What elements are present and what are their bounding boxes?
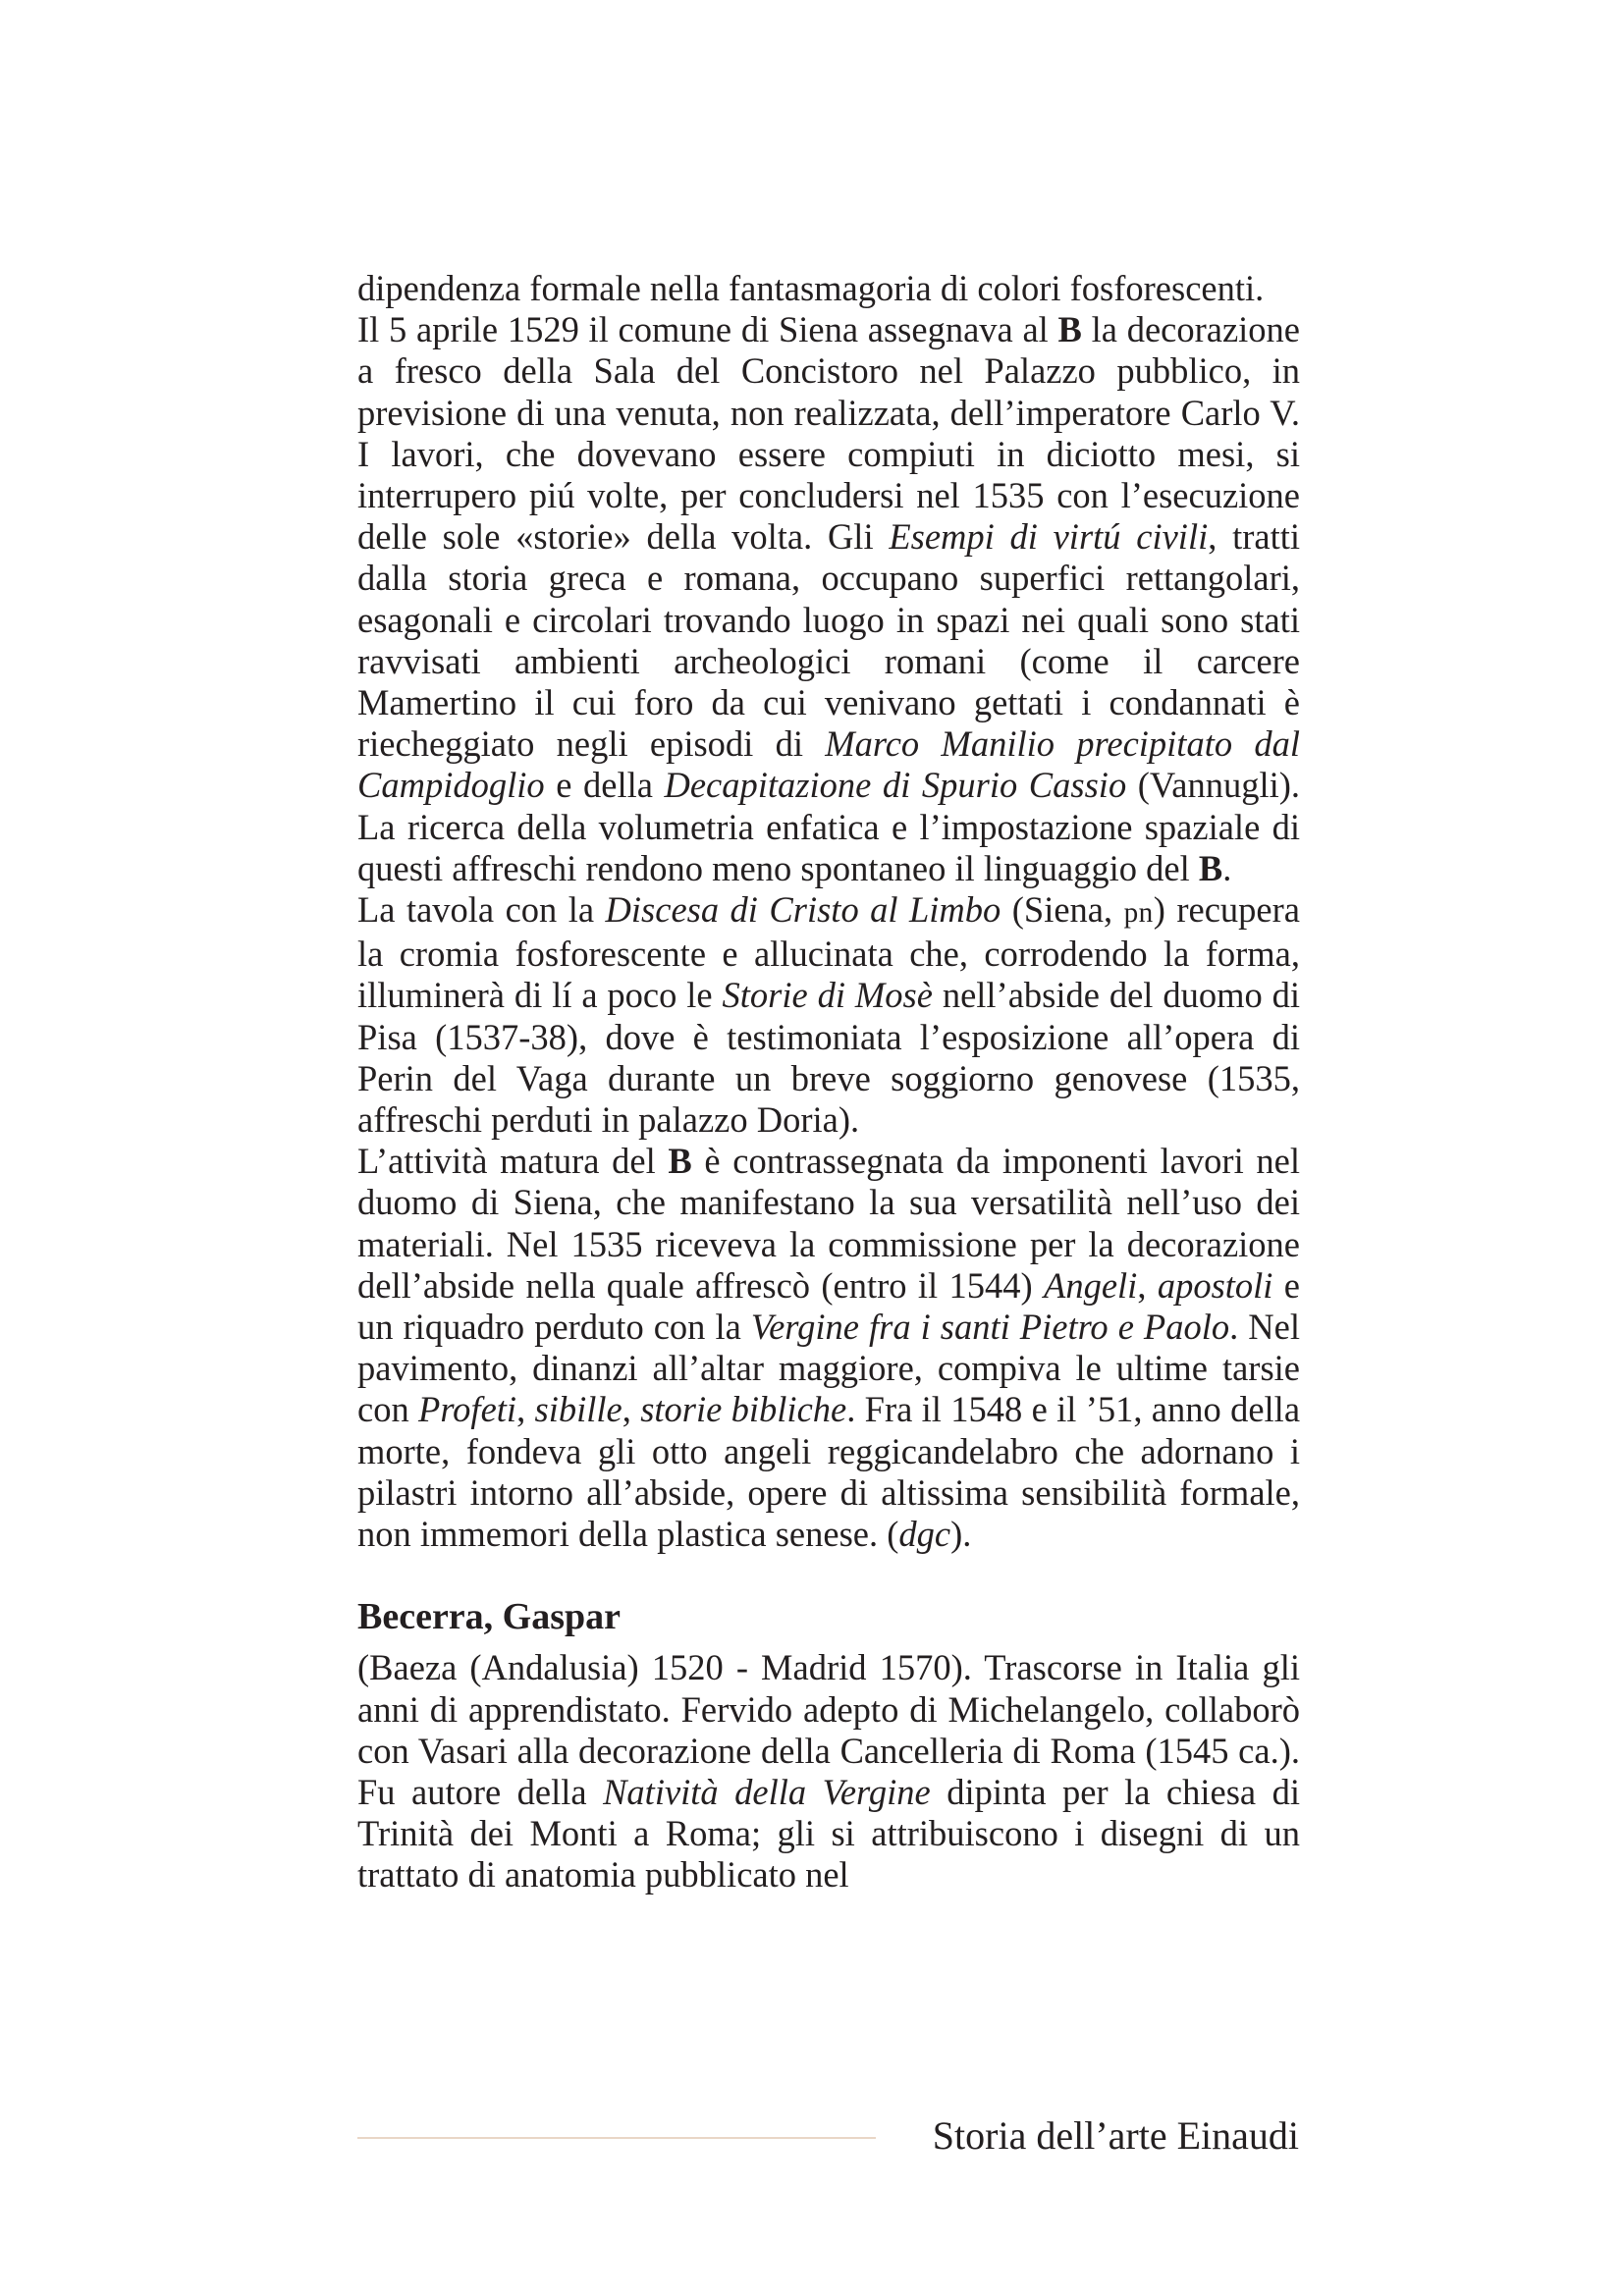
text-run: ). — [950, 1514, 972, 1555]
paragraph — [357, 889, 1300, 1141]
text-run: e della — [544, 765, 665, 806]
text-run: la decorazione a fresco della Sala del Concistoro nel Palazzo pubblico, in previsione di una venuta, non realizzata, dell’imperatore Carlo V. I lavori, che dovevano essere compiuti in diciotto mesi, si interrupero piú volte, per concludersi nel 1535 con l’esecuzione delle sole «storie» della volta. Gli — [357, 309, 1301, 558]
bold-run: B — [1198, 847, 1223, 888]
bold-run: B — [1057, 309, 1082, 350]
entry-paragraph — [357, 1647, 1300, 1896]
text-run: (Vannugli). La ricerca della volumetria enfatica e l’impostazione spaziale di questi affreschi rendono meno spontaneo il linguaggio del — [357, 765, 1301, 888]
text-run: (Siena, — [1001, 889, 1124, 931]
italic-run: Esempi di virtú civili — [889, 516, 1209, 558]
paragraph — [357, 309, 1300, 889]
italic-run: Discesa di Cristo al Limbo — [605, 889, 1001, 931]
paragraph — [357, 1141, 1300, 1555]
text-run: La tavola con la — [357, 889, 606, 931]
italic-run: Storie di Mosè — [722, 975, 933, 1016]
italic-run: storie bibliche — [640, 1389, 847, 1430]
italic-run: Natività della Vergine — [603, 1771, 931, 1812]
text-run: , — [516, 1389, 535, 1430]
smallcaps-run: pn — [1123, 897, 1154, 930]
text-run: . — [1222, 847, 1232, 888]
bold-run: B — [668, 1141, 692, 1182]
paragraph — [357, 268, 1300, 309]
text-run: Il 5 aprile 1529 il comune di Siena assegnava al — [357, 309, 1058, 350]
italic-run: Marco Manilio precipitato dal Campidoglio — [357, 723, 1300, 806]
text-run: , — [1137, 1264, 1158, 1306]
text-run: nell’abside del duomo di Pisa (1537-38), dove è testimoniata l’esposizione all’opera di Perin del Vaga durante un breve soggiorno genovese (1535, affreschi perduti in palazzo Doria). — [357, 975, 1300, 1141]
text-run: . Nel pavimento, dinanzi all’altar maggiore, compiva le ultime tarsie con — [357, 1307, 1300, 1430]
footer-publication-title: Storia dell’arte Einaudi — [932, 2113, 1299, 2158]
italic-run: Vergine fra i santi Pietro e Paolo — [750, 1307, 1230, 1348]
text-run: L’attività matura del — [357, 1141, 669, 1182]
text-run: è contrassegnata da imponenti lavori nel duomo di Siena, che manifestano la sua versatilità nell’uso dei materiali. Nel 1535 riceveva la commissione per la decorazione dell’abside nella quale affrescò (entro il 1544) — [357, 1141, 1300, 1306]
entry-title: Becerra, Gaspar — [357, 1596, 622, 1638]
italic-run: apostoli — [1157, 1264, 1273, 1306]
text-run: (Baeza (Andalusia) 1520 - Madrid 1570). Trascorse in Italia gli anni di apprendistato. Fervido adepto di Michelangelo, collaborò con Vasari alla decorazione della Cancelleria di Roma (1545 ca.). Fu autore della — [357, 1647, 1300, 1812]
text-run: ) recupera la cromia fosforescente e allucinata che, corrodendo la forma, illuminerà di lí a poco le — [357, 889, 1300, 1016]
text-run: dipendenza formale nella fantasmagoria di colori fosforescenti. — [357, 268, 1265, 308]
text-run: . Fra il 1548 e il ’51, anno della morte, fondeva gli otto angeli reggicandelabro che adornano i pilastri intorno all’abside, opere di altissima sensibilità formale, non immemori della plastica senese. ( — [357, 1389, 1301, 1555]
text-run: , tratti dalla storia greca e romana, occupano superfici rettangolari, esagonali e circolari trovando luogo in spazi nei quali sono stati ravvisati ambienti archeologici romani (come il carcere Mamertino il cui foro da cui venivano gettati i condannati è riecheggiato negli episodi di — [357, 516, 1300, 765]
body-text — [357, 268, 1300, 1896]
italic-run: Profeti — [418, 1389, 517, 1430]
footer-rule — [357, 2137, 876, 2139]
text-run: dipinta per la chiesa di Trinità dei Monti a Roma; gli si attribuiscono i disegni di un trattato di anatomia pubblicato nel — [357, 1771, 1300, 1896]
text-run: , — [622, 1389, 641, 1430]
italic-run: Angeli — [1044, 1264, 1138, 1306]
italic-run: sibille — [534, 1389, 622, 1430]
text-run: e un riquadro perduto con la — [357, 1264, 1301, 1348]
italic-run: Decapitazione di Spurio Cassio — [664, 765, 1127, 806]
italic-run: dgc — [898, 1514, 951, 1555]
